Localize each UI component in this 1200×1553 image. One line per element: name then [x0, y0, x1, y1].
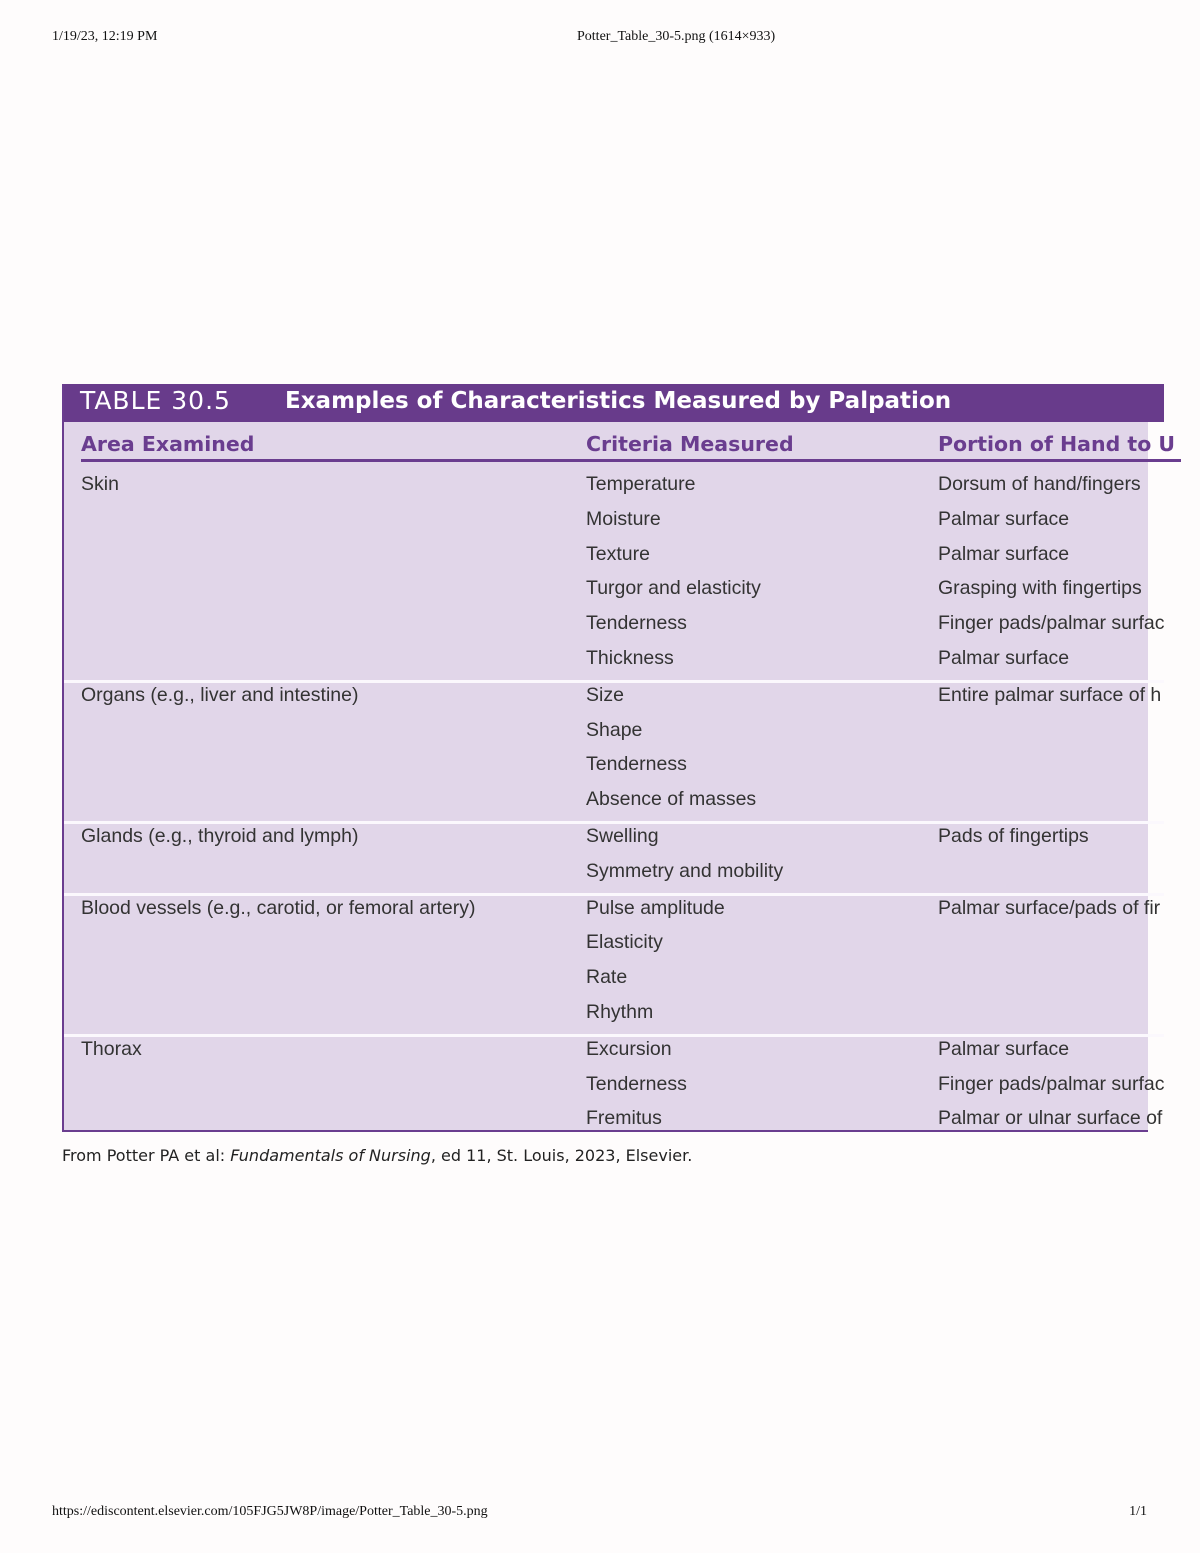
criteria-measured-cell: Fremitus: [586, 1107, 662, 1130]
criteria-measured-cell: Texture: [586, 542, 650, 565]
criteria-measured-cell: Tenderness: [586, 1072, 687, 1095]
print-footer: [0, 1504, 1200, 1524]
hand-portion-cell: Palmar or ulnar surface of: [938, 1107, 1163, 1130]
hand-portion-cell: Finger pads/palmar surfac: [938, 1072, 1165, 1095]
hand-portion-cell: Palmar surface: [938, 542, 1070, 565]
table-title-bar: [64, 384, 1164, 422]
area-examined-cell: Organs (e.g., liver and intestine): [81, 683, 359, 706]
criteria-measured-cell: Pulse amplitude: [586, 896, 725, 919]
hand-portion-cell: Palmar surface/pads of fir: [938, 896, 1161, 919]
criteria-measured-cell: Size: [586, 683, 624, 706]
area-examined-cell: Thorax: [81, 1037, 142, 1060]
palpation-table: [62, 384, 1176, 1132]
print-page-number: 1/1: [1129, 1504, 1147, 1519]
print-datetime: 1/19/23, 12:19 PM: [52, 29, 158, 44]
credit-book-title: Fundamentals of Nursing: [230, 1146, 431, 1165]
header-criteria-measured: Criteria Measured: [586, 432, 794, 456]
print-header: [0, 29, 1200, 49]
hand-portion-cell: Finger pads/palmar surfac: [938, 612, 1165, 635]
table-title: Examples of Characteristics Measured by Palpation: [285, 388, 952, 414]
header-rule: [81, 459, 1181, 462]
table-number: TABLE 30.5: [80, 386, 231, 415]
criteria-measured-cell: Rhythm: [586, 1001, 654, 1023]
criteria-measured-cell: Swelling: [586, 825, 659, 847]
area-examined-cell: Blood vessels (e.g., carotid, or femoral artery): [81, 896, 476, 919]
print-url: https://ediscontent.elsevier.com/105FJG5JW8P/image/Potter_Table_30-5.png: [52, 1504, 488, 1519]
criteria-measured-cell: Moisture: [586, 507, 661, 530]
header-portion-of-hand: Portion of Hand to U: [938, 432, 1176, 456]
criteria-measured-cell: Turgor and elasticity: [586, 577, 761, 600]
hand-portion-cell: Palmar surface: [938, 507, 1070, 530]
hand-portion-cell: Pads of fingertips: [938, 825, 1089, 847]
criteria-measured-cell: Thickness: [586, 647, 674, 669]
criteria-measured-cell: Symmetry and mobility: [586, 859, 784, 882]
criteria-measured-cell: Tenderness: [586, 753, 687, 776]
hand-portion-cell: Dorsum of hand/fingers: [938, 473, 1141, 495]
criteria-measured-cell: Excursion: [586, 1037, 672, 1060]
criteria-measured-cell: Elasticity: [586, 931, 663, 954]
credit-suffix: , ed 11, St. Louis, 2023, Elsevier.: [430, 1146, 693, 1165]
criteria-measured-cell: Rate: [586, 966, 628, 989]
criteria-measured-cell: Absence of masses: [586, 788, 757, 811]
source-credit: [62, 1146, 692, 1165]
hand-portion-cell: Palmar surface: [938, 647, 1070, 669]
area-examined-cell: Glands (e.g., thyroid and lymph): [81, 825, 359, 847]
header-area-examined: Area Examined: [81, 432, 255, 456]
print-document-title: Potter_Table_30-5.png (1614×933): [577, 29, 776, 44]
hand-portion-cell: Grasping with fingertips: [938, 577, 1142, 600]
hand-portion-cell: Palmar surface: [938, 1037, 1070, 1060]
criteria-measured-cell: Shape: [586, 718, 643, 741]
criteria-measured-cell: Temperature: [586, 473, 696, 495]
hand-portion-cell: Entire palmar surface of h: [938, 683, 1162, 706]
criteria-measured-cell: Tenderness: [586, 612, 687, 635]
area-examined-cell: Skin: [81, 473, 119, 495]
credit-prefix: From Potter PA et al:: [62, 1146, 231, 1165]
